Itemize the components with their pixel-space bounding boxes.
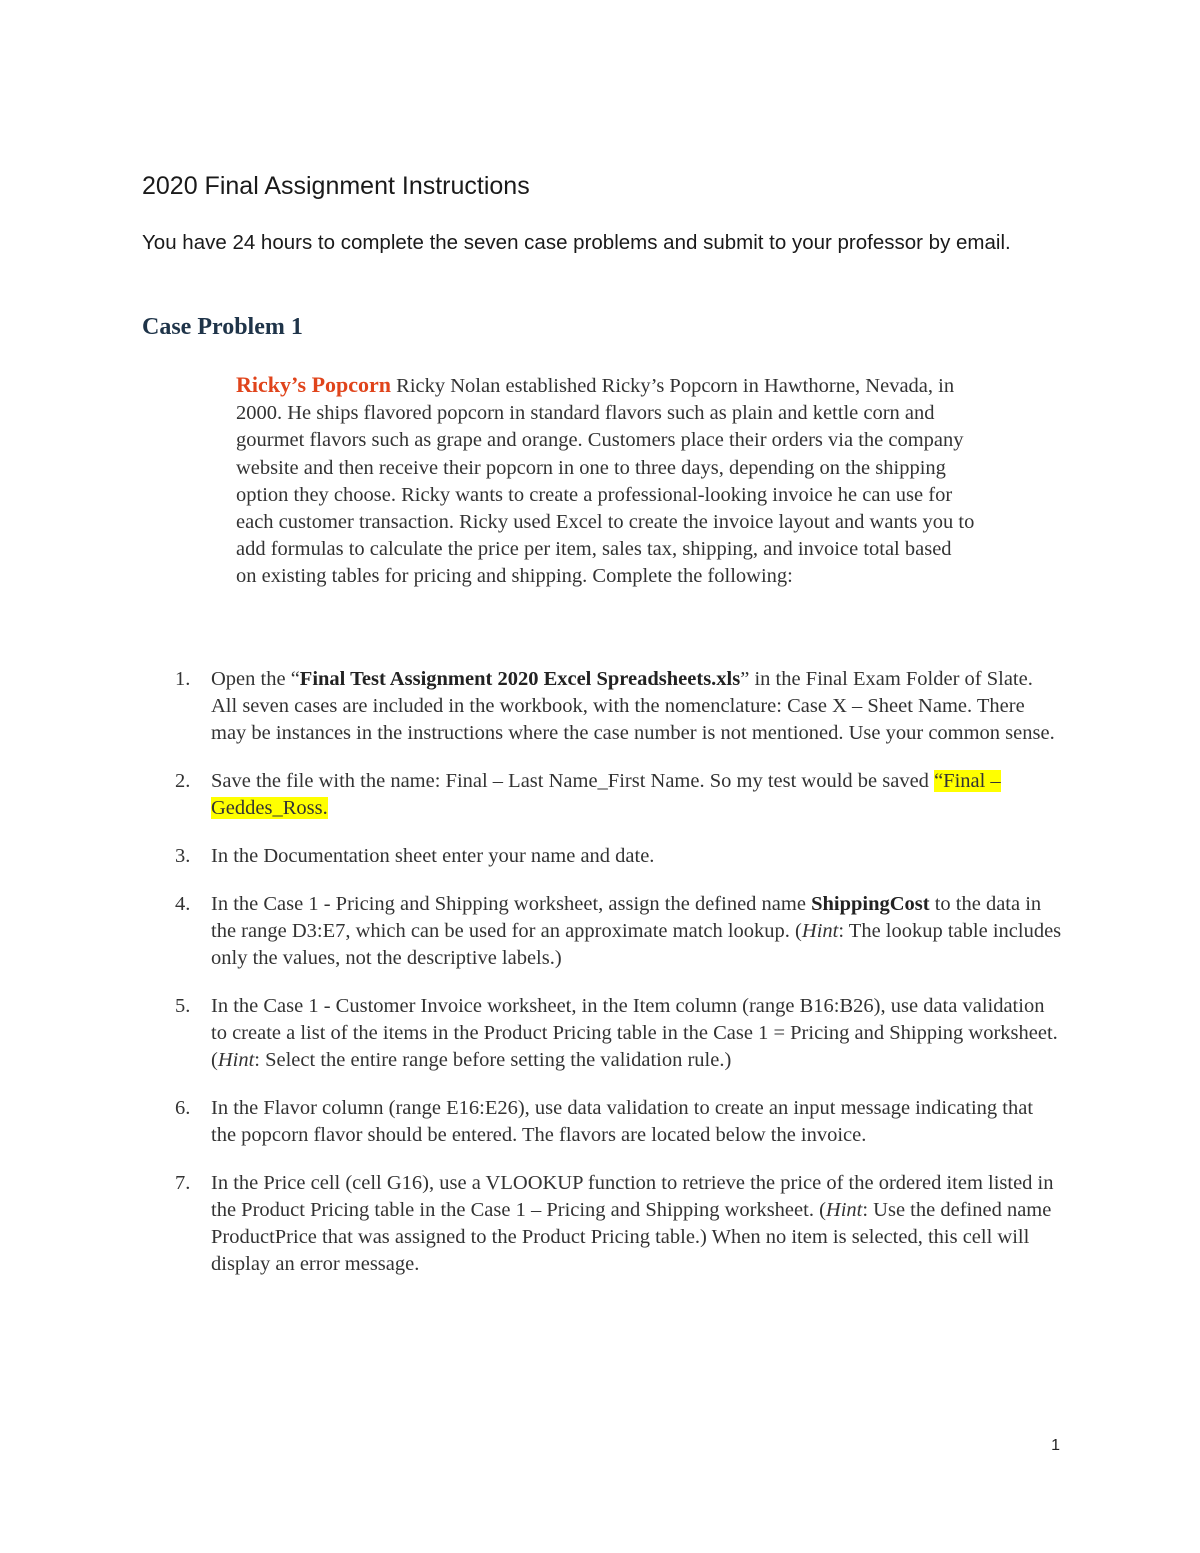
step-text: In the Price cell (cell G16), use a VLOOKUP function to retrieve the price of the ordered item listed in the Product Pricing table in the Case 1 – Pricing and Shipping worksheet. ( [211,1172,1054,1221]
company-name: Ricky’s Popcorn [236,372,392,397]
step-text: ” in the Final Exam Folder of Slate. All seven cases are included in the workbook, with the nomenclature: Case X – Sheet Name. There may be instances in the instructions where the case number is not mentioned. Use your common sense. [211,668,1055,744]
step-hint-label: Hint [825,1198,863,1221]
highlighted-example-filename: “Final – Geddes_Ross. [211,769,1001,819]
step-text: In the Case 1 - Pricing and Shipping worksheet, assign the defined name [211,893,812,916]
case-story-text: Ricky Nolan established Ricky’s Popcorn in Hawthorne, Nevada, in 2000. He ships flavored popcorn in standard flavors such as plain and kettle corn and gourmet flavors such as grape and orange. Customers place their orders via the company website and then receive their popcorn in one to three days, depending on the shipping option they choose. Ricky wants to create a professional-looking invoice he can use for each customer transaction. Ricky used Excel to create the invoice layout and wants you to add formulas to calculate the price per item, sales tax, shipping, and invoice total based on existing tables for pricing and shipping. Complete the following: [236,375,975,588]
step-number: 3. [175,844,191,867]
instruction-step-1 [142,666,1062,746]
step-text: : Use the defined name ProductPrice that was assigned to the Product Pricing table.) When no item is selected, this cell will display an error message. [211,1198,1052,1275]
document-title: 2020 Final Assignment Instructions [142,172,530,200]
step-number: 2. [175,769,191,792]
step-number: 1. [175,668,191,690]
instruction-steps-list [142,666,1062,1299]
step-number: 6. [175,1097,191,1120]
step-text: In the Flavor column (range E16:E26), use data validation to create an input message indicating that the popcorn flavor should be entered. The flavors are located below the invoice. [211,1097,1034,1146]
step-text: : Select the entire range before setting the validation rule.) [254,1048,732,1071]
step-number: 4. [175,893,191,916]
step-text: Save the file with the name: Final – Last Name_First Name. So my test would be saved [211,769,935,792]
step-text: : The lookup table includes only the values, not the descriptive labels.) [211,920,1062,969]
page-number: 1 [1051,1437,1060,1454]
step-text: In the Case 1 - Customer Invoice worksheet, in the Item column (range B16:B26), use data validation to create a list of the items in the Product Pricing table in the Case 1 = Pricing and Shipping worksheet. ( [211,995,1058,1071]
case-story-paragraph [236,371,976,591]
step-number: 7. [175,1172,191,1195]
step-hint-label: Hint [217,1048,255,1071]
instruction-step-2 [142,768,1062,822]
instruction-step-3 [142,843,1062,870]
step-text: to the data in the range D3:E7, which can be used for an approximate match lookup. ( [211,893,1042,943]
instruction-step-6 [142,1095,1062,1149]
case-problem-heading: Case Problem 1 [142,314,303,340]
step-hint-label: Hint [801,920,839,943]
step-file-name: Final Test Assignment 2020 Excel Spreadsheets.xls [299,668,741,690]
intro-paragraph: You have 24 hours to complete the seven case problems and submit to your professor by email. [142,231,1011,254]
instruction-step-5 [142,993,1062,1073]
instruction-step-7 [142,1170,1062,1277]
step-text: In the Documentation sheet enter your name and date. [211,844,655,867]
step-defined-name: ShippingCost [811,893,930,916]
step-number: 5. [175,995,191,1018]
instruction-step-4 [142,891,1062,971]
step-text: Open the “ [211,668,300,690]
